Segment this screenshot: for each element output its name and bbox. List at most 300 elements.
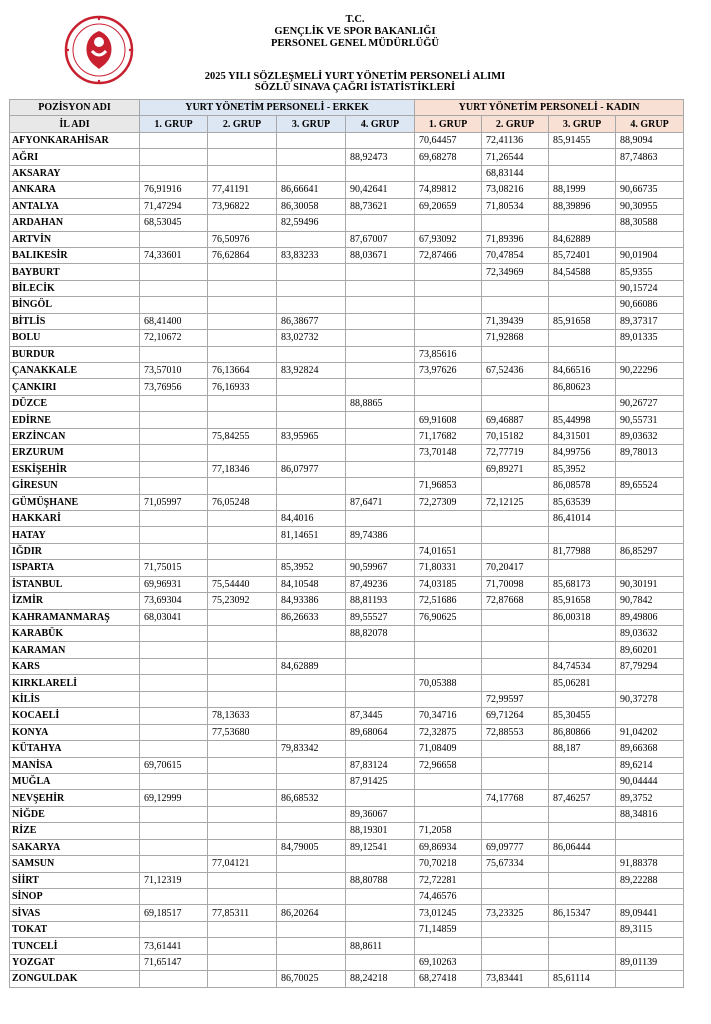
- score-cell: 87,83124: [346, 757, 415, 773]
- score-cell: [208, 741, 277, 757]
- score-cell: [346, 675, 415, 691]
- document-subtitle: SÖZLÜ SINAVA ÇAĞRI İSTATİSTİKLERİ: [254, 82, 456, 93]
- score-cell: 85,68173: [549, 576, 616, 592]
- score-cell: [616, 231, 684, 247]
- table-row: [10, 576, 684, 592]
- score-cell: [549, 626, 616, 642]
- score-cell: 71,26544: [482, 149, 549, 165]
- score-cell: 90,7842: [616, 593, 684, 609]
- table-row: [10, 658, 684, 674]
- table-row: [10, 330, 684, 346]
- score-cell: [482, 527, 549, 543]
- score-cell: 90,30191: [616, 576, 684, 592]
- table-row: [10, 165, 684, 181]
- score-cell: 73,83441: [482, 971, 549, 987]
- province-cell: SİVAS: [10, 905, 140, 921]
- score-cell: [616, 560, 684, 576]
- score-cell: [277, 395, 346, 411]
- table-row: [10, 445, 684, 461]
- score-cell: 73,69304: [140, 593, 208, 609]
- score-cell: [140, 527, 208, 543]
- table-row: [10, 198, 684, 214]
- score-cell: 84,4016: [277, 510, 346, 526]
- header-directorate: PERSONEL GENEL MÜDÜRLÜĞÜ: [270, 38, 440, 49]
- score-cell: 84,79005: [277, 839, 346, 855]
- score-cell: [415, 297, 482, 313]
- score-cell: [140, 823, 208, 839]
- score-cell: [140, 675, 208, 691]
- score-cell: 76,05248: [208, 494, 277, 510]
- score-cell: 72,51686: [415, 593, 482, 609]
- table-row: [10, 790, 684, 806]
- score-cell: 87,79294: [616, 658, 684, 674]
- score-cell: [277, 806, 346, 822]
- score-cell: [482, 773, 549, 789]
- score-cell: [140, 708, 208, 724]
- province-cell: BİTLİS: [10, 313, 140, 329]
- score-cell: [346, 280, 415, 296]
- score-cell: [140, 346, 208, 362]
- table-row: [10, 478, 684, 494]
- score-cell: 90,42641: [346, 182, 415, 198]
- score-cell: [549, 954, 616, 970]
- score-cell: [415, 773, 482, 789]
- province-cell: RİZE: [10, 823, 140, 839]
- score-cell: 86,70025: [277, 971, 346, 987]
- score-cell: [277, 708, 346, 724]
- score-cell: [277, 889, 346, 905]
- score-cell: [482, 215, 549, 231]
- subheader-row: [10, 116, 684, 132]
- table-row: [10, 132, 684, 148]
- score-cell: [140, 773, 208, 789]
- score-cell: [482, 510, 549, 526]
- score-cell: 71,05997: [140, 494, 208, 510]
- score-cell: [208, 823, 277, 839]
- score-cell: [277, 724, 346, 740]
- score-cell: 75,54440: [208, 576, 277, 592]
- score-cell: [346, 658, 415, 674]
- province-cell: ERZİNCAN: [10, 428, 140, 444]
- score-cell: [549, 395, 616, 411]
- score-cell: 84,31501: [549, 428, 616, 444]
- document-title: 2025 YILI SÖZLEŞMELİ YURT YÖNETİM PERSONELİ ALIMI: [204, 71, 506, 82]
- score-cell: 88,24218: [346, 971, 415, 987]
- score-cell: 85,91455: [549, 132, 616, 148]
- score-cell: [277, 626, 346, 642]
- score-cell: [140, 724, 208, 740]
- table-row: [10, 280, 684, 296]
- score-cell: [346, 165, 415, 181]
- score-cell: [616, 165, 684, 181]
- score-cell: 68,41400: [140, 313, 208, 329]
- score-cell: [346, 313, 415, 329]
- score-cell: 86,20264: [277, 905, 346, 921]
- score-cell: [277, 297, 346, 313]
- score-cell: [208, 658, 277, 674]
- score-cell: 69,18517: [140, 905, 208, 921]
- table-row: [10, 905, 684, 921]
- score-cell: [140, 626, 208, 642]
- female-group-header: YURT YÖNETİM PERSONELİ - KADIN: [415, 100, 684, 116]
- score-cell: [140, 510, 208, 526]
- score-cell: 89,66368: [616, 741, 684, 757]
- score-cell: [140, 741, 208, 757]
- score-cell: [549, 165, 616, 181]
- score-cell: [415, 691, 482, 707]
- province-cell: ÇANAKKALE: [10, 363, 140, 379]
- score-cell: 87,67007: [346, 231, 415, 247]
- score-cell: 73,96822: [208, 198, 277, 214]
- score-cell: [482, 346, 549, 362]
- score-cell: 90,22296: [616, 363, 684, 379]
- table-row: [10, 593, 684, 609]
- score-cell: [208, 132, 277, 148]
- score-cell: 88,19301: [346, 823, 415, 839]
- score-cell: 70,70218: [415, 856, 482, 872]
- score-cell: 69,12999: [140, 790, 208, 806]
- score-cell: 83,92824: [277, 363, 346, 379]
- score-cell: 90,30955: [616, 198, 684, 214]
- score-cell: 86,41014: [549, 510, 616, 526]
- province-cell: BURDUR: [10, 346, 140, 362]
- score-cell: [482, 297, 549, 313]
- female-group-3-header: 3. GRUP: [549, 116, 616, 132]
- score-cell: [415, 165, 482, 181]
- score-cell: 73,70148: [415, 445, 482, 461]
- score-cell: [549, 642, 616, 658]
- score-cell: 81,77988: [549, 543, 616, 559]
- score-cell: [140, 806, 208, 822]
- score-cell: 67,93092: [415, 231, 482, 247]
- score-cell: 73,01245: [415, 905, 482, 921]
- score-cell: [346, 297, 415, 313]
- score-cell: [208, 165, 277, 181]
- score-cell: [346, 905, 415, 921]
- score-cell: [346, 412, 415, 428]
- score-cell: 70,47854: [482, 247, 549, 263]
- score-cell: [482, 543, 549, 559]
- score-cell: [277, 132, 346, 148]
- score-cell: 84,99756: [549, 445, 616, 461]
- province-cell: KAHRAMANMARAŞ: [10, 609, 140, 625]
- score-cell: 77,04121: [208, 856, 277, 872]
- score-cell: [616, 823, 684, 839]
- table-row: [10, 215, 684, 231]
- score-cell: 89,49806: [616, 609, 684, 625]
- score-cell: [616, 527, 684, 543]
- score-cell: 70,64457: [415, 132, 482, 148]
- score-cell: 69,09777: [482, 839, 549, 855]
- score-cell: 89,74386: [346, 527, 415, 543]
- score-cell: 70,20417: [482, 560, 549, 576]
- province-cell: ZONGULDAK: [10, 971, 140, 987]
- score-cell: 88,8611: [346, 938, 415, 954]
- province-cell: TOKAT: [10, 921, 140, 937]
- score-cell: 71,89396: [482, 231, 549, 247]
- table-row: [10, 346, 684, 362]
- score-cell: [482, 626, 549, 642]
- score-cell: [549, 889, 616, 905]
- score-cell: [277, 921, 346, 937]
- score-cell: 72,87668: [482, 593, 549, 609]
- score-cell: [277, 412, 346, 428]
- province-cell: SAKARYA: [10, 839, 140, 855]
- score-cell: [277, 478, 346, 494]
- score-cell: 89,12541: [346, 839, 415, 855]
- header-ministry: GENÇLİK VE SPOR BAKANLIĞI: [274, 26, 436, 37]
- table-row: [10, 889, 684, 905]
- score-cell: [482, 938, 549, 954]
- score-cell: [549, 691, 616, 707]
- score-cell: 67,52436: [482, 363, 549, 379]
- score-cell: [208, 790, 277, 806]
- score-cell: 69,91608: [415, 412, 482, 428]
- score-cell: [346, 856, 415, 872]
- score-cell: 89,60201: [616, 642, 684, 658]
- score-cell: 90,26727: [616, 395, 684, 411]
- score-cell: 71,96853: [415, 478, 482, 494]
- table-row: [10, 938, 684, 954]
- score-cell: [482, 757, 549, 773]
- province-cell: KIRKLARELİ: [10, 675, 140, 691]
- table-row: [10, 626, 684, 642]
- score-cell: 86,08578: [549, 478, 616, 494]
- table-row: [10, 954, 684, 970]
- province-cell: KİLİS: [10, 691, 140, 707]
- province-cell: ANKARA: [10, 182, 140, 198]
- score-cell: [482, 921, 549, 937]
- score-cell: [140, 856, 208, 872]
- score-cell: 88,80788: [346, 872, 415, 888]
- score-cell: [140, 165, 208, 181]
- score-cell: [415, 461, 482, 477]
- score-cell: 82,59496: [277, 215, 346, 231]
- score-cell: 89,78013: [616, 445, 684, 461]
- score-cell: 91,88378: [616, 856, 684, 872]
- score-cell: 89,55527: [346, 609, 415, 625]
- score-cell: [549, 297, 616, 313]
- score-cell: [140, 428, 208, 444]
- score-cell: [277, 379, 346, 395]
- score-cell: 88,8865: [346, 395, 415, 411]
- score-cell: [549, 938, 616, 954]
- score-cell: [208, 395, 277, 411]
- table-row: [10, 691, 684, 707]
- score-cell: [277, 773, 346, 789]
- score-cell: [549, 872, 616, 888]
- score-cell: 86,80866: [549, 724, 616, 740]
- score-cell: [140, 543, 208, 559]
- score-cell: [208, 149, 277, 165]
- score-cell: [208, 510, 277, 526]
- table-row: [10, 806, 684, 822]
- score-cell: 77,41191: [208, 182, 277, 198]
- score-cell: 71,12319: [140, 872, 208, 888]
- score-cell: 86,38677: [277, 313, 346, 329]
- score-cell: [482, 889, 549, 905]
- score-cell: [277, 280, 346, 296]
- score-cell: [616, 839, 684, 855]
- score-cell: [208, 954, 277, 970]
- score-cell: 84,93386: [277, 593, 346, 609]
- score-cell: [277, 757, 346, 773]
- score-cell: [208, 445, 277, 461]
- score-cell: [415, 395, 482, 411]
- province-cell: HAKKARİ: [10, 510, 140, 526]
- score-cell: [415, 938, 482, 954]
- table-row: [10, 872, 684, 888]
- score-cell: 86,30058: [277, 198, 346, 214]
- score-cell: 69,71264: [482, 708, 549, 724]
- score-cell: 69,20659: [415, 198, 482, 214]
- score-cell: 73,97626: [415, 363, 482, 379]
- score-cell: [208, 543, 277, 559]
- score-cell: [346, 790, 415, 806]
- province-cell: KONYA: [10, 724, 140, 740]
- score-cell: 90,66086: [616, 297, 684, 313]
- score-cell: 71,08409: [415, 741, 482, 757]
- score-cell: [140, 264, 208, 280]
- male-group-4-header: 4. GRUP: [346, 116, 415, 132]
- score-cell: 89,6214: [616, 757, 684, 773]
- ministry-logo: [64, 15, 134, 85]
- score-cell: [549, 560, 616, 576]
- score-cell: [346, 889, 415, 905]
- score-cell: 90,01904: [616, 247, 684, 263]
- score-cell: [346, 642, 415, 658]
- province-cell: AFYONKARAHİSAR: [10, 132, 140, 148]
- score-cell: 69,86934: [415, 839, 482, 855]
- score-cell: 69,89271: [482, 461, 549, 477]
- province-cell: SAMSUN: [10, 856, 140, 872]
- score-cell: [616, 461, 684, 477]
- province-cell: DÜZCE: [10, 395, 140, 411]
- score-cell: [482, 806, 549, 822]
- score-cell: [482, 675, 549, 691]
- province-cell: NİĞDE: [10, 806, 140, 822]
- province-cell: KARAMAN: [10, 642, 140, 658]
- score-cell: [482, 872, 549, 888]
- province-cell: EDİRNE: [10, 412, 140, 428]
- score-cell: 89,03632: [616, 428, 684, 444]
- score-cell: 89,3115: [616, 921, 684, 937]
- score-cell: [277, 938, 346, 954]
- score-cell: [346, 954, 415, 970]
- score-cell: 86,15347: [549, 905, 616, 921]
- score-cell: [482, 395, 549, 411]
- score-cell: [277, 149, 346, 165]
- score-cell: [482, 280, 549, 296]
- score-cell: 85,72401: [549, 247, 616, 263]
- score-cell: [277, 543, 346, 559]
- score-cell: 76,13664: [208, 363, 277, 379]
- score-cell: [549, 527, 616, 543]
- province-cell: KOCAELİ: [10, 708, 140, 724]
- table-row: [10, 247, 684, 263]
- table-row: [10, 363, 684, 379]
- score-cell: 68,83144: [482, 165, 549, 181]
- score-cell: 88,9094: [616, 132, 684, 148]
- score-cell: [549, 757, 616, 773]
- score-cell: [277, 856, 346, 872]
- score-cell: 74,33601: [140, 247, 208, 263]
- score-cell: [208, 675, 277, 691]
- score-cell: 81,14651: [277, 527, 346, 543]
- score-cell: 71,39439: [482, 313, 549, 329]
- score-cell: 76,16933: [208, 379, 277, 395]
- score-cell: 76,90625: [415, 609, 482, 625]
- score-cell: [482, 379, 549, 395]
- table-row: [10, 494, 684, 510]
- score-cell: 69,96931: [140, 576, 208, 592]
- table-row: [10, 856, 684, 872]
- score-cell: [277, 675, 346, 691]
- score-cell: [415, 215, 482, 231]
- score-cell: [140, 297, 208, 313]
- score-cell: [208, 412, 277, 428]
- province-cell: TUNCELİ: [10, 938, 140, 954]
- score-cell: [616, 346, 684, 362]
- province-cell: BOLU: [10, 330, 140, 346]
- statistics-table: [9, 99, 684, 988]
- score-cell: [208, 609, 277, 625]
- score-cell: [415, 330, 482, 346]
- score-cell: 76,62864: [208, 247, 277, 263]
- score-cell: [549, 330, 616, 346]
- score-cell: 72,88553: [482, 724, 549, 740]
- table-row: [10, 412, 684, 428]
- score-cell: [208, 773, 277, 789]
- score-cell: [346, 428, 415, 444]
- table-row: [10, 395, 684, 411]
- table-row: [10, 527, 684, 543]
- score-cell: 74,89812: [415, 182, 482, 198]
- score-cell: [549, 149, 616, 165]
- score-cell: 71,80331: [415, 560, 482, 576]
- score-cell: [346, 215, 415, 231]
- score-cell: 76,91916: [140, 182, 208, 198]
- score-cell: 70,15182: [482, 428, 549, 444]
- score-cell: 84,74534: [549, 658, 616, 674]
- score-cell: 89,09441: [616, 905, 684, 921]
- score-cell: 71,2058: [415, 823, 482, 839]
- score-cell: [549, 773, 616, 789]
- score-cell: 84,62889: [549, 231, 616, 247]
- province-cell: MUĞLA: [10, 773, 140, 789]
- score-cell: [482, 478, 549, 494]
- score-cell: 89,22288: [616, 872, 684, 888]
- score-cell: [616, 971, 684, 987]
- score-cell: 85,61114: [549, 971, 616, 987]
- table-row: [10, 543, 684, 559]
- table-row: [10, 560, 684, 576]
- score-cell: 87,46257: [549, 790, 616, 806]
- score-cell: [140, 691, 208, 707]
- score-cell: 85,63539: [549, 494, 616, 510]
- score-cell: 84,62889: [277, 658, 346, 674]
- province-cell: KARABÜK: [10, 626, 140, 642]
- score-cell: 71,65147: [140, 954, 208, 970]
- score-cell: 89,01139: [616, 954, 684, 970]
- score-cell: 88,81193: [346, 593, 415, 609]
- province-cell: ESKİŞEHİR: [10, 461, 140, 477]
- score-cell: 74,01651: [415, 543, 482, 559]
- score-cell: [415, 642, 482, 658]
- score-cell: 69,68278: [415, 149, 482, 165]
- score-cell: 76,50976: [208, 231, 277, 247]
- score-cell: [140, 971, 208, 987]
